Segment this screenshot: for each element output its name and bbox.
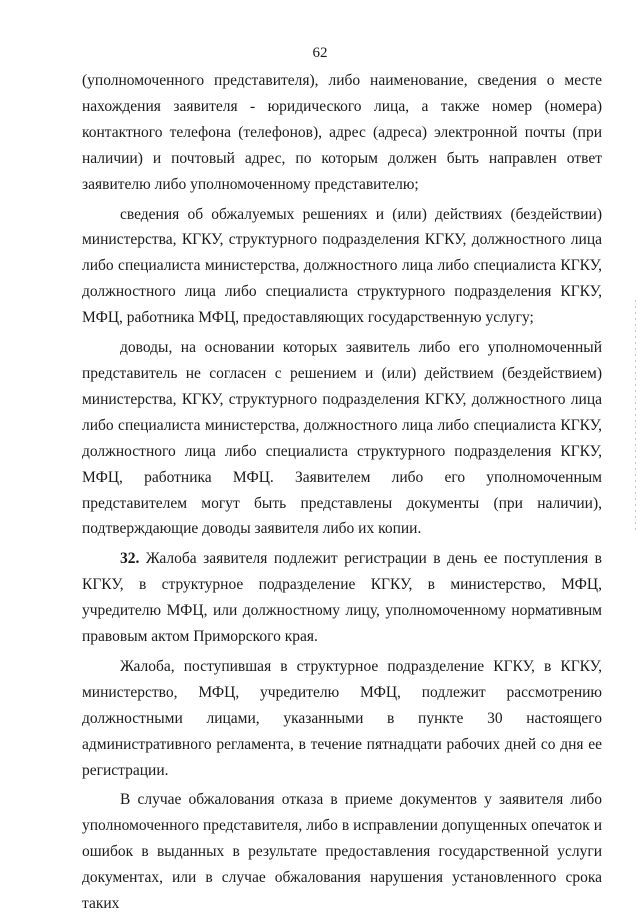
paragraph-section-32 xyxy=(82,546,602,650)
page-number: 62 xyxy=(312,45,328,61)
section-32-text: Жалоба заявителя подлежит регистрации в день ее поступления в КГКУ, в структурное подразделение КГКУ, в министерство, МФЦ, учредителю МФЦ, или должностному лицу, уполномоченному нормативным правовым актом Приморского края. xyxy=(82,550,602,646)
paragraph-refusal-appeal: В случае обжалования отказа в приеме документов у заявителя либо уполномоченного представителя, либо в исправлении допущенных опечаток и ошибок в выданных в результате предоставления государственной услуги документах, или в случае обжалования нарушения установленного срока таких xyxy=(82,791,602,913)
section-number: 32. xyxy=(120,550,140,568)
paragraph-appealed-decisions: сведения об обжалуемых решениях и (или) действиях (бездействии) министерства, КГКУ, структурного подразделения КГКУ, должностного лица либо специалиста министерства, должностного лица либо специалиста КГКУ, должностного лица либо специалиста структурного подразделения КГКУ, МФЦ, работника МФЦ, предоставляющих государственную услугу; xyxy=(82,205,602,327)
paragraph-arguments: доводы, на основании которых заявитель либо его уполномоченный представитель не согласен с решением и (или) действием (бездействием) министерства, КГКУ, структурного подразделения КГКУ, должностного лица либо специалиста министерства, должностного лица либо специалиста КГКУ, должностного лица либо специалиста структурного подразделения КГКУ, МФЦ, работника МФЦ. Заявителем либо его уполномоченным представителем могут быть представлены документы (при наличии), подтверждающие доводы заявителя либо их копии. xyxy=(82,339,602,538)
paragraph-applicant-contact-info: (уполномоченного представителя), либо наименование, сведения о месте нахождения заявителя - юридического лица, а также номер (номера) контактного телефона (телефонов), адрес (адреса) электронной почты (при наличии) и почтовый адрес, по которым должен быть направлен ответ заявителю либо уполномоченному представителю; xyxy=(82,72,602,193)
scan-edge-mark xyxy=(635,300,636,530)
document-body xyxy=(82,68,602,917)
paragraph-complaint-review: Жалоба, поступившая в структурное подразделение КГКУ, в КГКУ, министерство, МФЦ, учредителю МФЦ, подлежит рассмотрению должностными лицами, указанными в пункте 30 настоящего административного регламента, в течение пятнадцати рабочих дней со дня ее регистрации. xyxy=(82,657,602,779)
